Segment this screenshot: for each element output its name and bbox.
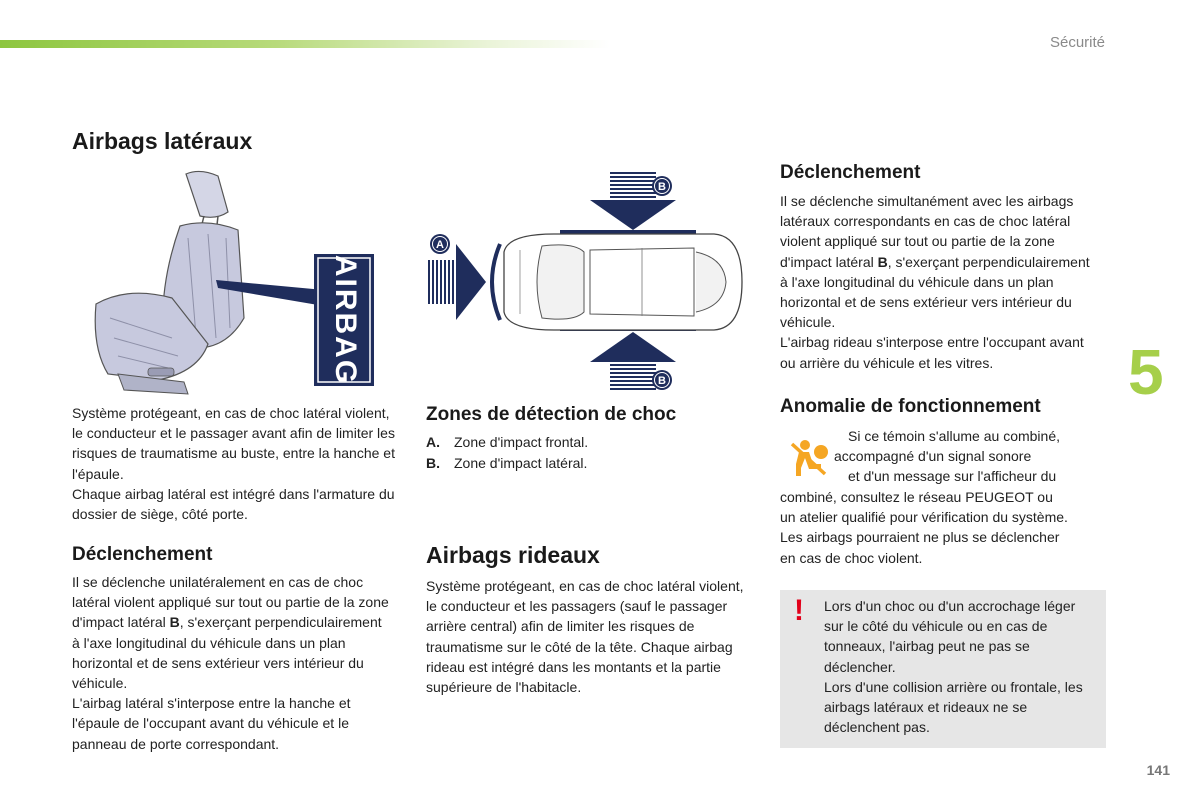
intro-paragraph: Système protégeant, en cas de choc latéral violent, le conducteur et le passager avant afin de limiter les risques de traumatisme au buste, entre la hanche et l'épaule. (72, 405, 395, 482)
exclamation-icon: ! (794, 594, 804, 627)
zone-b-badge-top: B (658, 181, 666, 193)
intro-paragraph: Chaque airbag latéral est intégré dans l'armature du dossier de siège, côté porte. (72, 485, 395, 523)
airbags-lateraux-title: Airbags latéraux (72, 128, 253, 154)
declenchement-rideaux-title: Déclenchement (780, 162, 921, 183)
warning-box (780, 590, 1106, 748)
declenchement-paragraph: Il se déclenche simultanément avec les airbags latéraux correspondants en cas de choc latéral violent appliqué sur tout ou partie de la zone d'impact latéral B, s'exerçant perpendiculairement à l'axe longitudinal du véhicule dans un plan horizontal et de sens extérieur vers intérieur du véhicule. (780, 193, 1090, 331)
warning-text: Lors d'un choc ou d'un accrochage léger sur le côté du véhicule ou en cas de tonneaux, l'airbag peut ne pas se déclencher. Lors d'une collision arrière ou frontale, les airbags latéraux et rideaux ne se déclenchent pas. (824, 598, 1083, 736)
zones-list (426, 432, 588, 473)
zone-a-badge: A (436, 239, 444, 251)
anomalie-line: accompagné d'un signal sonore (834, 448, 1032, 464)
anomalie-text: combiné, consultez le réseau PEUGEOT ou un atelier qualifié pour vérification du système. Les airbags pourraient ne plus se déclencher en cas de choc violent. (780, 489, 1068, 566)
declenchement-lateraux-text (72, 572, 390, 754)
airbags-rideaux-text: Système protégeant, en cas de choc latéral violent, le conducteur et les passagers (sauf le passager arrière central) afin de limiter les risques de traumatisme sur le côté de la tête. Chaque airbag rideau est intégré dans les montants et la partie supérieure de l'habitacle. (426, 578, 744, 696)
airbags-lateraux-intro (72, 403, 402, 524)
anomalie-title: Anomalie de fonctionnement (780, 396, 1041, 417)
header-accent-bar (0, 40, 610, 48)
anomalie-line: et d'un message sur l'afficheur du (848, 468, 1057, 484)
page-number: 141 (1146, 762, 1170, 778)
chapter-number: 5 (1128, 336, 1164, 408)
seat-airbag-illustration (88, 168, 388, 400)
anomalie-text-indented: Si ce témoin s'allume au combiné, (848, 428, 1060, 444)
list-item: B. Zone d'impact latéral. (426, 454, 588, 471)
airbags-rideaux-title: Airbags rideaux (426, 542, 600, 568)
declenchement-paragraph: Il se déclenche unilatéralement en cas de choc latéral violent appliqué sur tout ou partie de la zone d'impact latéral B, s'exerçant perpendiculairement à l'axe longitudinal du véhicule dans un plan horizontal et de sens extérieur vers intérieur du véhicule. (72, 574, 389, 692)
declenchement-paragraph: L'airbag rideau s'interpose entre l'occupant avant ou arrière du véhicule et les vitres. (780, 334, 1084, 371)
declenchement-rideaux-text (780, 191, 1100, 373)
zone-b-badge-bottom: B (658, 375, 666, 387)
declenchement-lateraux-title: Déclenchement (72, 544, 213, 565)
section-title: Sécurité (1049, 34, 1105, 51)
zones-detection-title: Zones de détection de choc (426, 404, 677, 425)
airbag-label: AIRBAG (329, 254, 363, 386)
impact-zones-diagram (424, 172, 754, 394)
declenchement-paragraph: L'airbag latéral s'interpose entre la hanche et l'épaule de l'occupant avant du véhicule et le panneau de porte correspondant. (72, 695, 351, 752)
list-item: A. Zone d'impact frontal. (426, 434, 589, 450)
airbag-passenger-warning-icon (787, 438, 831, 478)
